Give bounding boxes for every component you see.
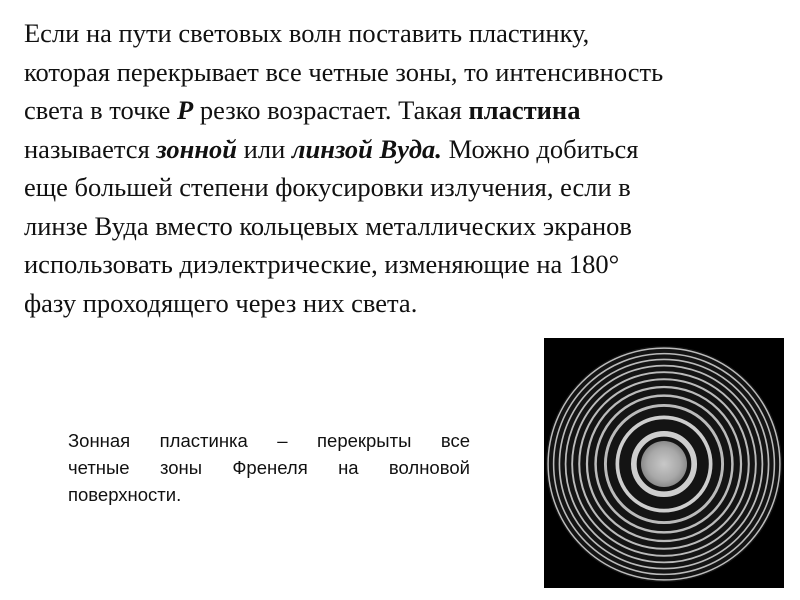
- text-segment: Можно добиться: [441, 133, 639, 164]
- caption-word: Френеля: [232, 457, 308, 478]
- caption-word: все: [440, 430, 470, 451]
- caption-word: на: [338, 457, 359, 478]
- caption-line-2: [68, 454, 470, 481]
- caption-line-3: поверхности.: [68, 484, 182, 505]
- text-line-3: [24, 91, 784, 130]
- text-segment: света в точке: [24, 95, 178, 125]
- term-zone: зонной: [156, 133, 238, 164]
- text-line-2: которая перекрывает все четные зоны, то интенсивность: [24, 56, 664, 87]
- caption-word: Зонная: [68, 430, 131, 451]
- caption-word: –: [277, 430, 288, 451]
- caption-word: волновой: [388, 457, 470, 478]
- text-line-6: линзе Вуда вместо кольцевых металлических экранов: [24, 210, 632, 241]
- text-line-7: использовать диэлектрические, изменяющие на 180°: [24, 249, 620, 279]
- caption-word: четные: [68, 457, 130, 478]
- text-segment: называется: [24, 133, 157, 164]
- caption-word: зоны: [159, 457, 203, 478]
- term-wood-lens: линзой Вуда.: [291, 133, 442, 164]
- caption-word: перекрыты: [317, 430, 412, 451]
- figure-caption: [68, 427, 470, 508]
- caption-word: пластинка: [159, 430, 248, 451]
- text-line-5: еще большей степени фокусировки излучения, если в: [24, 172, 631, 202]
- text-line-8: фазу проходящего через них света.: [24, 287, 418, 318]
- main-paragraph: [24, 14, 784, 322]
- text-line-4: [24, 130, 784, 169]
- central-zone: [641, 441, 687, 487]
- text-segment: или: [237, 133, 292, 164]
- zone-plate-figure: [544, 338, 784, 588]
- point-p-label: P: [177, 95, 194, 125]
- text-segment: резко возрастает. Такая: [193, 95, 469, 125]
- term-plate: пластина: [468, 95, 581, 125]
- zone-plate-image: [544, 338, 784, 588]
- caption-line-1: [68, 427, 470, 454]
- text-line-1: Если на пути световых волн поставить пластинку,: [24, 18, 590, 48]
